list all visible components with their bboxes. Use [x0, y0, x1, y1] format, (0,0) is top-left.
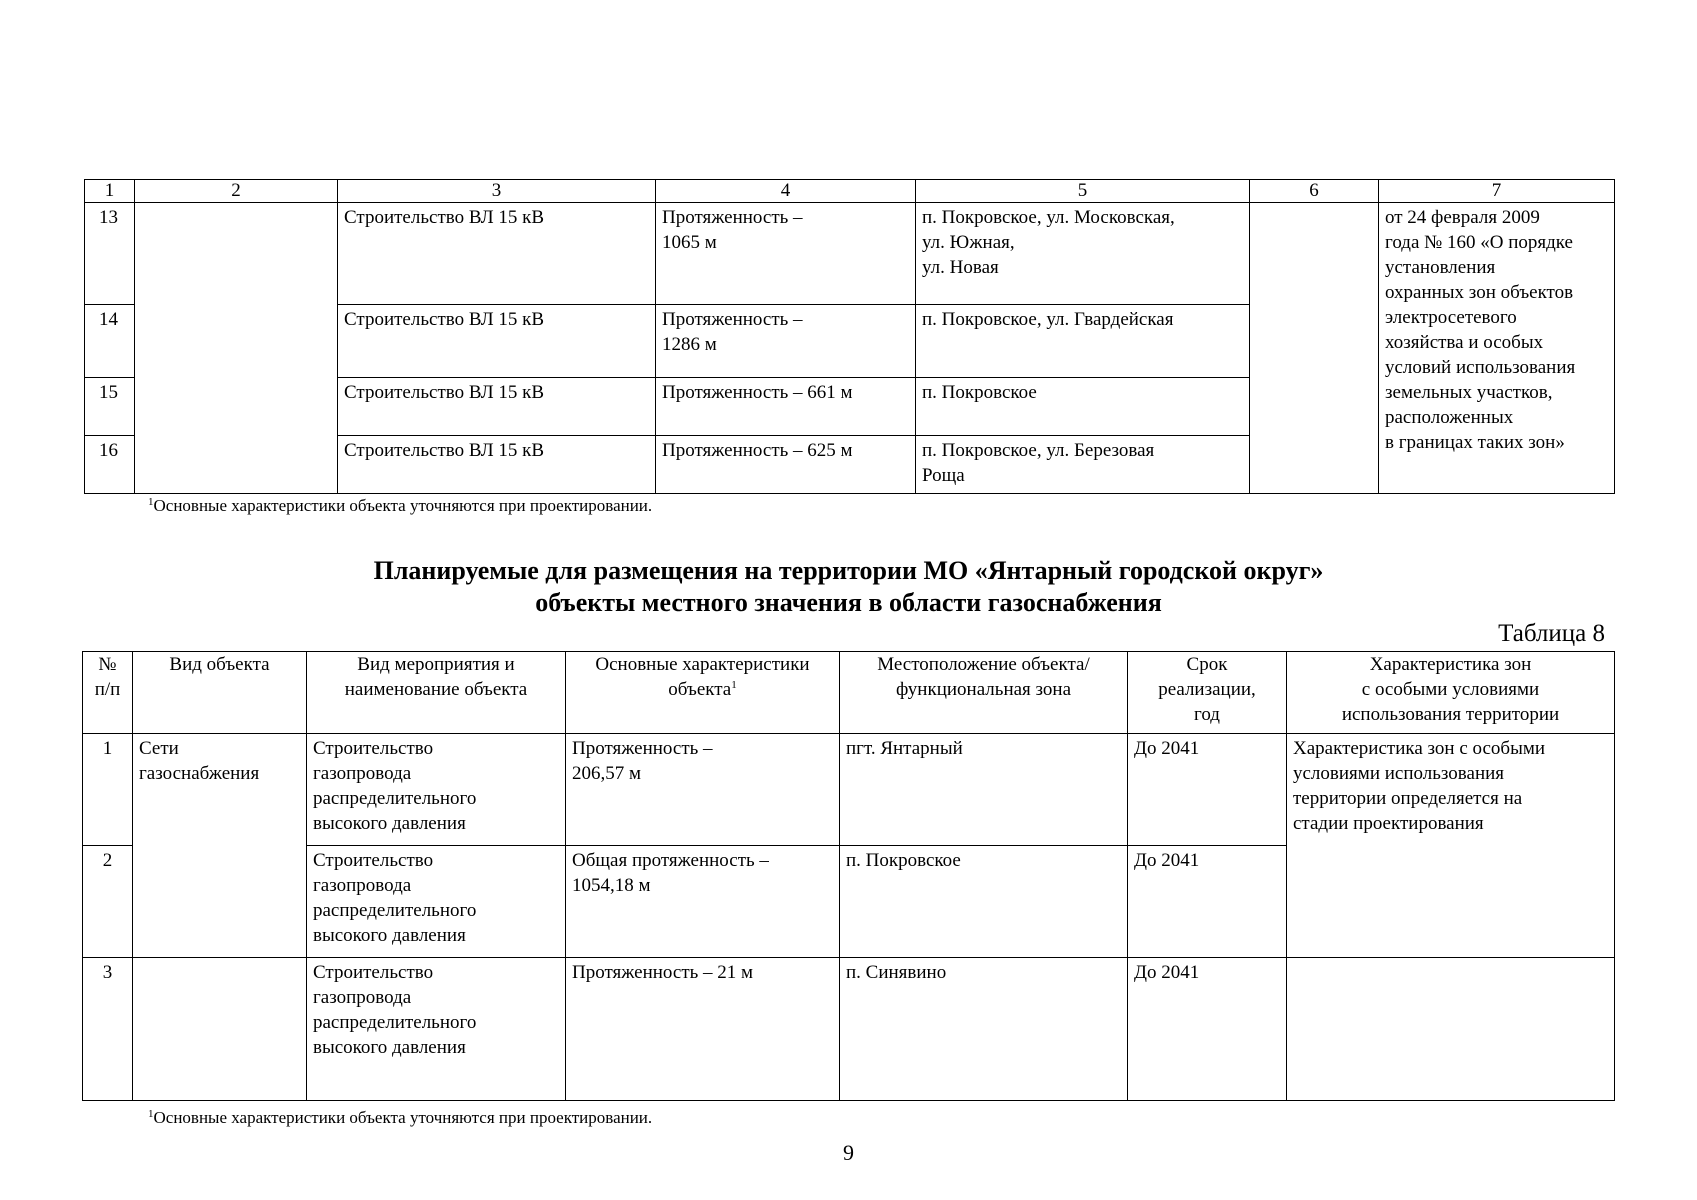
- text-line: Строительство: [313, 962, 434, 983]
- heading-line: Планируемые для размещения на территории МО «Янтарный городской округ»: [373, 556, 1324, 585]
- event-cell: [307, 734, 566, 846]
- table-row: [83, 958, 1615, 1101]
- text-line: ул. Южная,: [922, 232, 1015, 253]
- text-line: установления: [1385, 257, 1496, 278]
- location-cell: [916, 305, 1250, 378]
- term-cell: До 2041: [1128, 734, 1287, 846]
- event-cell: Строительство ВЛ 15 кВ: [338, 378, 656, 436]
- footnote-mark: 1: [148, 496, 154, 508]
- row-number: 14: [85, 305, 135, 378]
- text-line: наименование объекта: [344, 679, 528, 700]
- section-heading: [0, 555, 1697, 619]
- text-line: года № 160 «О порядке: [1385, 232, 1573, 253]
- event-cell: Строительство ВЛ 15 кВ: [338, 436, 656, 494]
- text-line: Протяженность –: [662, 309, 803, 330]
- text-line: высокого давления: [313, 1037, 466, 1058]
- column-number: 5: [916, 180, 1250, 203]
- event-cell: Строительство ВЛ 15 кВ: [338, 203, 656, 305]
- location-cell: п. Покровское: [840, 846, 1128, 958]
- text-line: Местоположение объекта/: [877, 654, 1090, 675]
- characteristics-cell: [566, 958, 840, 1101]
- row-number: 15: [85, 378, 135, 436]
- characteristics-cell: [656, 436, 916, 494]
- text-line: условий использования: [1385, 357, 1576, 378]
- text-line: 1065 м: [662, 232, 717, 253]
- text-line: Протяженность – 625 м: [662, 440, 853, 461]
- text-line: хозяйства и особых: [1385, 332, 1544, 353]
- object-type-cell: [135, 203, 338, 494]
- characteristics-cell: [656, 378, 916, 436]
- text-line: земельных участков,: [1385, 382, 1553, 403]
- text-line: 1054,18 м: [572, 875, 651, 896]
- characteristics-cell: [656, 305, 916, 378]
- zone-characteristics-cell: [1287, 734, 1615, 958]
- table-label: Таблица 8: [1498, 620, 1605, 647]
- term-cell: [1250, 203, 1379, 494]
- power-lines-table-continuation: [84, 179, 1615, 494]
- location-cell: [916, 378, 1250, 436]
- footnote-mark: 1: [731, 679, 737, 691]
- text-line: п. Покровское: [922, 382, 1037, 403]
- term-cell: До 2041: [1128, 846, 1287, 958]
- text-line: Вид объекта: [169, 654, 270, 675]
- text-line: Протяженность –: [662, 207, 803, 228]
- text-line: с особыми условиями: [1361, 679, 1540, 700]
- column-number: 3: [338, 180, 656, 203]
- text-line: Основные характеристики: [595, 654, 810, 675]
- table-row: [83, 734, 1615, 846]
- row-number: 1: [83, 734, 133, 846]
- gas-supply-table: [82, 651, 1615, 1101]
- text-line: Протяженность – 661 м: [662, 382, 853, 403]
- text-line: п/п: [94, 679, 121, 700]
- text-line: Срок: [1186, 654, 1228, 675]
- text-line: объекта: [668, 679, 732, 700]
- object-type-cell: [133, 734, 307, 958]
- text-line: 206,57 м: [572, 763, 642, 784]
- footnote-mark: 1: [148, 1108, 154, 1120]
- text-line: в границах таких зон»: [1385, 432, 1565, 453]
- text-line: [572, 677, 833, 702]
- header-term: [1128, 652, 1287, 734]
- header-zone-characteristics: [1287, 652, 1615, 734]
- text-line: распределительного: [313, 900, 477, 921]
- text-line: Общая протяженность –: [572, 850, 769, 871]
- text-line: высокого давления: [313, 813, 466, 834]
- row-number: 16: [85, 436, 135, 494]
- zone-characteristics-cell: [1379, 203, 1615, 494]
- text-line: функциональная зона: [895, 679, 1072, 700]
- text-line: п. Покровское, ул. Московская,: [922, 207, 1175, 228]
- column-number: 6: [1250, 180, 1379, 203]
- column-number-row: [85, 180, 1615, 203]
- header-characteristics: [566, 652, 840, 734]
- text-line: газопровода: [313, 763, 412, 784]
- page-number: 9: [843, 1140, 854, 1165]
- characteristics-cell: [566, 734, 840, 846]
- text-line: п. Покровское, ул. Березовая: [922, 440, 1155, 461]
- text-line: условиями использования: [1293, 763, 1505, 784]
- text-line: Строительство: [313, 850, 434, 871]
- term-cell: До 2041: [1128, 958, 1287, 1101]
- text-line: Сети: [139, 738, 179, 759]
- text-line: расположенных: [1385, 407, 1514, 428]
- text-line: п. Покровское, ул. Гвардейская: [922, 309, 1174, 330]
- heading-line: объекты местного значения в области газоснабжения: [535, 588, 1162, 617]
- text-line: стадии проектирования: [1293, 813, 1484, 834]
- row-number: 13: [85, 203, 135, 305]
- row-number: 2: [83, 846, 133, 958]
- text-line: охранных зон объектов: [1385, 282, 1574, 303]
- text-line: Характеристика зон: [1369, 654, 1532, 675]
- table-row: [85, 203, 1615, 305]
- zone-characteristics-cell: [1287, 958, 1615, 1101]
- column-number: 2: [135, 180, 338, 203]
- text-line: Роща: [922, 465, 965, 486]
- column-number: 1: [85, 180, 135, 203]
- text-line: от 24 февраля 2009: [1385, 207, 1540, 228]
- footnote-text: Основные характеристики объекта уточняются при проектировании.: [153, 1108, 653, 1127]
- footnote-text: Основные характеристики объекта уточняются при проектировании.: [153, 496, 653, 515]
- location-cell: [916, 203, 1250, 305]
- event-cell: [307, 846, 566, 958]
- header-number: [83, 652, 133, 734]
- text-line: территории определяется на: [1293, 788, 1523, 809]
- text-line: Протяженность – 21 м: [572, 962, 754, 983]
- text-line: 1286 м: [662, 334, 717, 355]
- header-event: [307, 652, 566, 734]
- location-cell: пгт. Янтарный: [840, 734, 1128, 846]
- text-line: №: [98, 654, 117, 675]
- text-line: год: [1194, 704, 1220, 725]
- table2-footnote: [148, 1108, 652, 1128]
- location-cell: [916, 436, 1250, 494]
- characteristics-cell: [656, 203, 916, 305]
- location-cell: п. Синявино: [840, 958, 1128, 1101]
- header-location: [840, 652, 1128, 734]
- object-type-cell: [133, 958, 307, 1101]
- row-number: 3: [83, 958, 133, 1101]
- text-line: Характеристика зон с особыми: [1293, 738, 1546, 759]
- text-line: ул. Новая: [922, 257, 999, 278]
- table-header-row: [83, 652, 1615, 734]
- header-object-type: [133, 652, 307, 734]
- column-number: 7: [1379, 180, 1615, 203]
- text-line: высокого давления: [313, 925, 466, 946]
- text-line: Строительство: [313, 738, 434, 759]
- text-line: распределительного: [313, 788, 477, 809]
- event-cell: Строительство ВЛ 15 кВ: [338, 305, 656, 378]
- table1-footnote: [148, 496, 652, 516]
- text-line: использования территории: [1341, 704, 1560, 725]
- text-line: газопровода: [313, 987, 412, 1008]
- text-line: газопровода: [313, 875, 412, 896]
- text-line: Вид мероприятия и: [357, 654, 515, 675]
- text-line: Протяженность –: [572, 738, 713, 759]
- event-cell: [307, 958, 566, 1101]
- text-line: распределительного: [313, 1012, 477, 1033]
- column-number: 4: [656, 180, 916, 203]
- characteristics-cell: [566, 846, 840, 958]
- text-line: электросетевого: [1385, 307, 1517, 328]
- text-line: газоснабжения: [139, 763, 260, 784]
- text-line: реализации,: [1158, 679, 1256, 700]
